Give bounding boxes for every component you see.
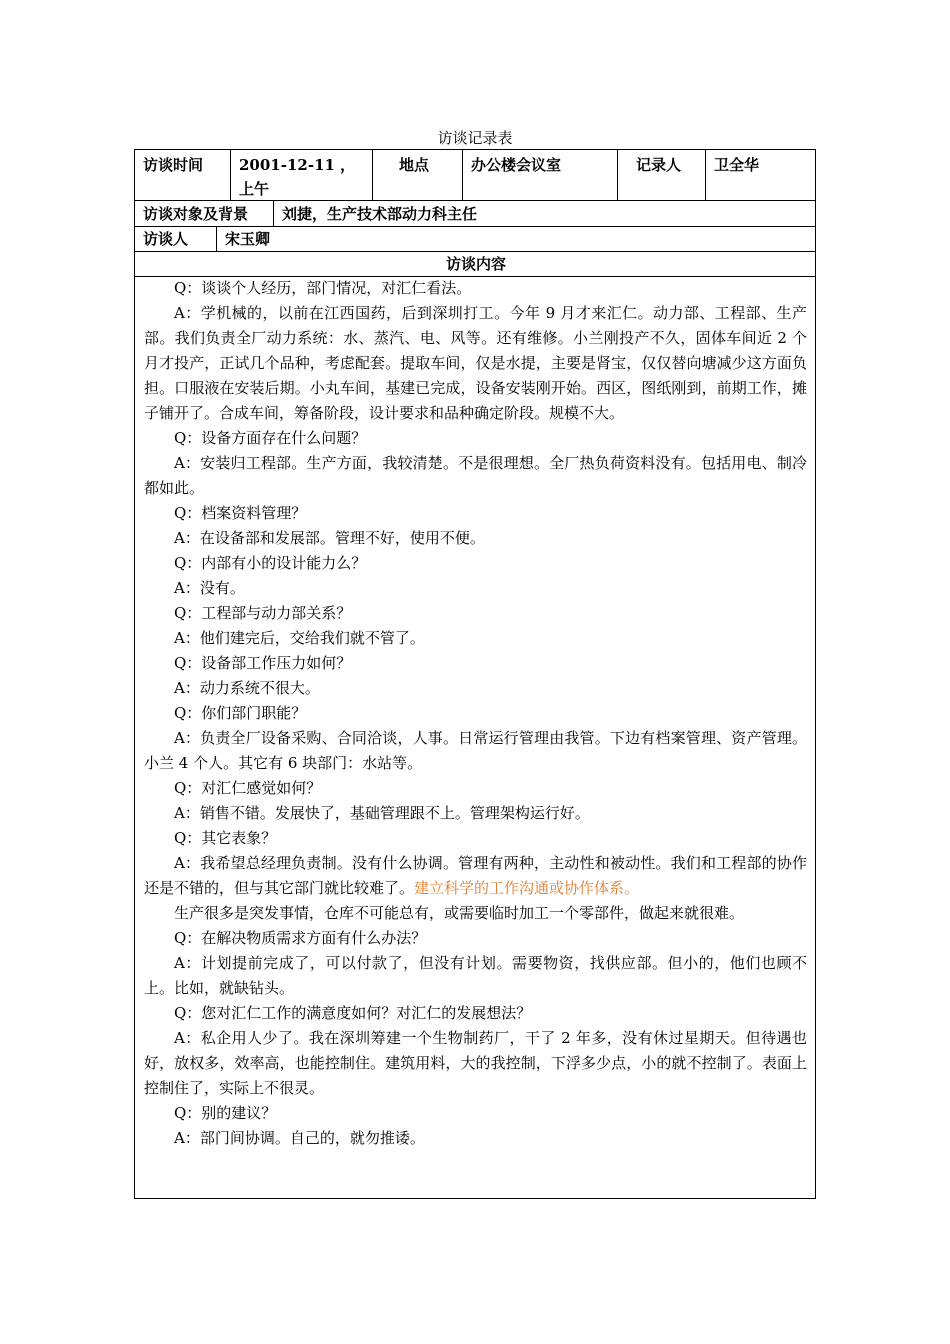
content-paragraph: Q：您对汇仁工作的满意度如何？对汇仁的发展想法？: [174, 1004, 532, 1022]
content-paragraph: Q：设备部工作压力如何？: [174, 654, 352, 672]
content-paragraph: 生产很多是突发事情，仓库不可能总有，或需要临时加工一个零部件，做起来就很难。: [174, 904, 745, 922]
content-paragraph: A：部门间协调。自己的，就勿推诿。: [174, 1129, 425, 1147]
recorder-label: 记录人: [618, 150, 706, 200]
place-value: 办公楼会议室: [463, 150, 618, 200]
content-paragraph: Q：内部有小的设计能力么？: [174, 554, 367, 572]
content-paragraph: Q：档案资料管理？: [174, 504, 307, 522]
content-paragraph: A：负责全厂设备采购、合同洽谈，人事。日常运行管理由我管。下边有档案管理、资产管理。小兰 4 个人。其它有 6 块部门：水站等。: [144, 729, 807, 772]
content-paragraph: A：没有。: [174, 579, 245, 597]
content-paragraph: A：销售不错。发展快了，基础管理跟不上。管理架构运行好。: [174, 804, 590, 822]
subject-label: 访谈对象及背景: [135, 201, 274, 226]
content-paragraph: Q：你们部门职能？: [174, 704, 307, 722]
header-row-2: [135, 201, 815, 227]
content-paragraph: A：他们建完后，交给我们就不管了。: [174, 629, 425, 647]
content-paragraph: A：计划提前完成了，可以付款了，但没有计划。需要物资，找供应部。但小的，他们也顾不上。比如，就缺钻头。: [144, 954, 807, 997]
place-label: 地点: [373, 150, 463, 200]
content-paragraph: A：私企用人少了。我在深圳筹建一个生物制药厂，干了 2 年多，没有休过星期天。但待遇也好，放权多，效率高，也能控制住。建筑用料，大的我控制，下浮多少点，小的就不控制了。表面上控制住了，实际上不很灵。: [144, 1029, 807, 1097]
interview-content: [135, 276, 815, 1151]
interview-form: [134, 149, 816, 1199]
content-paragraph: A：在设备部和发展部。管理不好，使用不便。: [174, 529, 485, 547]
paragraph-text: A：我希望总经理负责制。没有什么协调。管理有两种，主动性和被动性。我们和工程部的协作还是不错的，但与其它部门就比较难了。: [144, 854, 807, 897]
content-heading-row: [135, 252, 815, 277]
content-paragraph: Q：在解决物质需求方面有什么办法？: [174, 929, 427, 947]
content-paragraph: A：动力系统不很大。: [174, 679, 320, 697]
time-label: 访谈时间: [135, 150, 231, 200]
content-heading: 访谈内容: [445, 255, 506, 273]
content-paragraph-highlighted: [144, 851, 807, 901]
content-paragraph: Q：工程部与动力部关系？: [174, 604, 352, 622]
interviewer-value: 宋玉卿: [225, 230, 271, 248]
time-value: 2001-12-11 ， 上午: [231, 150, 373, 200]
content-paragraph: Q：设备方面存在什么问题？: [174, 429, 367, 447]
header-row-1: [135, 150, 815, 201]
content-paragraph: A：学机械的，以前在江西国药，后到深圳打工。今年 9 月才来汇仁。动力部、工程部、生产部。我们负责全厂动力系统：水、蒸汽、电、风等。还有维修。小兰刚投产不久，固体车间近 2 个月才投产，正试几个品种，考虑配套。提取车间，仅是水提，主要是肾宝，仅仅替向塘减少这方面负担。口服液在安装后期。小丸车间，基建已完成，设备安装刚开始。西区，图纸刚到，前期工作，摊子铺开了。合成车间，筹备阶段，设计要求和品种确定阶段。规模不大。: [144, 304, 807, 422]
recorder-value: 卫全华: [714, 156, 760, 174]
document-title: 访谈记录表: [437, 129, 513, 147]
content-paragraph: Q：对汇仁感觉如何？: [174, 779, 322, 797]
content-paragraph: Q：其它表象？: [174, 829, 277, 847]
content-paragraph: Q：谈谈个人经历，部门情况，对汇仁看法。: [174, 279, 472, 297]
highlighted-text: 建立科学的工作沟通或协作体系。: [414, 879, 640, 897]
subject-value: 刘捷，生产技术部动力科主任: [282, 205, 478, 223]
content-paragraph: A：安装归工程部。生产方面，我较清楚。不是很理想。全厂热负荷资料没有。包括用电、制冷都如此。: [144, 454, 807, 497]
header-row-3: [135, 227, 815, 252]
content-paragraph: Q：别的建议？: [174, 1104, 277, 1122]
interviewer-label: 访谈人: [135, 227, 217, 251]
